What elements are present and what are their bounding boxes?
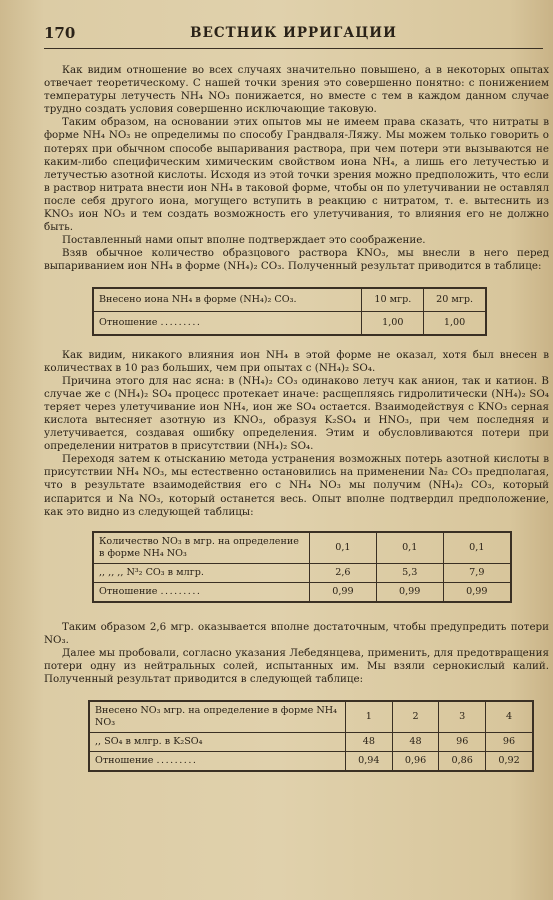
table-cell: 0,1 bbox=[376, 532, 443, 564]
table-cell: 0,1 bbox=[310, 532, 377, 564]
table-cell: 0,99 bbox=[310, 582, 377, 602]
paragraph-3: Поставленный нами опыт вполне подтверждает это соображение. bbox=[62, 234, 426, 247]
table-row-label: Внесено NO₃ мгр. на определение в форме NH₄ NO₃ bbox=[89, 701, 346, 733]
table-cell: 96 bbox=[486, 733, 533, 752]
paragraph-4: Взяв обычное количество образцового раствора KNO₃, мы внесли в него перед выпариванием ион NH₄ в форме (NH₄)₂ CO₃. Полученный результат приводится в таблице: bbox=[44, 247, 549, 273]
running-title: ВЕСТНИК ИРРИГАЦИИ bbox=[190, 25, 397, 41]
paragraph-5: Как видим, никакого влияния ион NH₄ в этой форме не оказал, хотя был внесен в количествах в 10 раз больших, чем при опытах с (NH₄)₂ SO₄. bbox=[44, 348, 549, 374]
table-row bbox=[93, 563, 511, 582]
table-cell: 96 bbox=[439, 733, 486, 752]
table-cell: 5,3 bbox=[376, 563, 443, 582]
table-cell: 48 bbox=[392, 733, 439, 752]
paragraph-6: Причина этого для нас ясна: в (NH₄)₂ CO₃ одинаково летуч как анион, так и катион. В случае же с (NH₄)₂ SO₄ процесс протекает иначе: расщепляясь гидролитически (NH₄)₂ SO₄ теряет через улетучивание ион NH₄, ион же SO₄ остается. Взаимодействуя с KNO₃ серная кислота вытесняет азотную из KNO₃, образуя K₂SO₄ и HNO₃, при чем последняя и улетучивается, создавая ошибку определения. Этим и обусловливаются потери при определении нитратов в присутствии (NH₄)₂ SO₄. bbox=[44, 374, 549, 453]
table-row bbox=[93, 532, 511, 564]
table-row-label: Внесено иона NH₄ в форме (NH₄)₂ CO₃. bbox=[93, 288, 362, 312]
table-potassium-sulfate bbox=[88, 700, 534, 772]
paragraph-2: Таким образом, на основании этих опытов мы не имеем права сказать, что нитраты в форме NH₄ NO₃ не определимы по способу Грандваля-Ляжу. Мы можем только говорить о потерях при обычном способе выпаривания раствора, при чем потери эти вызываются не каким-либо специфическим химическим свойством иона NH₄, а лишь его летучестью и летучестью азотной кислоты. Исходя из этой точки зрения можно предположить, что если в раствор нитрата внести ион NH₄ в таковой форме, чтобы он по улетучивании не оставлял после себя другого иона, могущего вступить в реакцию с нитратом, т. е. вытеснить из KNO₃ ион NO₃ и тем создать возможность его улетучивания, то влияния его не должно быть. bbox=[44, 116, 549, 234]
table-row bbox=[89, 733, 533, 752]
table-cell: 0,99 bbox=[376, 582, 443, 602]
table-row bbox=[89, 701, 533, 733]
paragraph-1: Как видим отношение во всех случаях значительно повышено, а в некоторых опытах отвечает теоретическому. С нашей точки зрения это совершенно понятно: с понижением температуры летучесть NH₄ NO₃ понижается, но вместе с тем в каждом данном случае трудно создать условия совершенно исключающие таковую. bbox=[44, 64, 549, 116]
table-cell: 1,00 bbox=[424, 311, 486, 335]
table-row-label: ,, SO₄ в млгр. в K₂SO₄ bbox=[89, 733, 346, 752]
table-row bbox=[93, 582, 511, 602]
table-row-label: Отношение ......... bbox=[93, 582, 310, 602]
table-cell: 1,00 bbox=[362, 311, 424, 335]
table-cell: 2 bbox=[392, 701, 439, 733]
table-row bbox=[93, 288, 486, 312]
paragraph-9: Далее мы пробовали, согласно указания Лебедянцева, применить, для предотвращения потери одну из нейтральных солей, испытанных им. Мы взяли сернокислый калий. Полученный результат приводится в следующей таблице: bbox=[44, 646, 549, 686]
page-number: 170 bbox=[44, 24, 76, 42]
page-header bbox=[44, 22, 543, 49]
table-row-label: ,, ,, ,, N³₂ CO₃ в млгр. bbox=[93, 563, 310, 582]
table-cell: 0,92 bbox=[486, 752, 533, 772]
table-cell: 0,1 bbox=[443, 532, 511, 564]
table-cell: 3 bbox=[439, 701, 486, 733]
table-row-label: Отношение ......... bbox=[89, 752, 346, 772]
paragraph-8: Таким образом 2,6 мгр. оказывается вполне достаточным, чтобы предупредить потери NO₃. bbox=[44, 620, 549, 646]
table-cell: 2,6 bbox=[310, 563, 377, 582]
formula: NH₄ NO₃ bbox=[180, 90, 230, 103]
table-cell: 7,9 bbox=[443, 563, 511, 582]
table-cell: 20 мгр. bbox=[424, 288, 486, 312]
table-cell: 0,94 bbox=[346, 752, 393, 772]
table-cell: 4 bbox=[486, 701, 533, 733]
paragraph-7: Переходя затем к отысканию метода устранения возможных потерь азотной кислоты в присутствии NH₄ NO₃, мы естественно остановились на применении Na₂ CO₃ предполагая, что в результате взаимодействия его с NH₄ NO₃ мы получим (NH₄)₂ CO₃, который испарится и Na NO₃, который останется весь. Опыт вполне подтвердил предположение, как это видно из следующей таблицы: bbox=[44, 453, 549, 518]
table-cell: 0,96 bbox=[392, 752, 439, 772]
table-cell: 1 bbox=[346, 701, 393, 733]
table-row bbox=[93, 311, 486, 335]
article-body bbox=[44, 64, 549, 772]
table-ammonium-carbonate bbox=[92, 287, 487, 336]
table-row-label: Количество NO₃ в мгр. на определение в форме NH₄ NO₃ bbox=[93, 532, 310, 564]
table-row-label: Отношение ......... bbox=[93, 311, 362, 335]
table-row bbox=[89, 752, 533, 772]
table-cell: 48 bbox=[346, 733, 393, 752]
table-cell: 10 мгр. bbox=[362, 288, 424, 312]
table-cell: 0,99 bbox=[443, 582, 511, 602]
table-sodium-carbonate bbox=[92, 531, 512, 603]
table-cell: 0,86 bbox=[439, 752, 486, 772]
